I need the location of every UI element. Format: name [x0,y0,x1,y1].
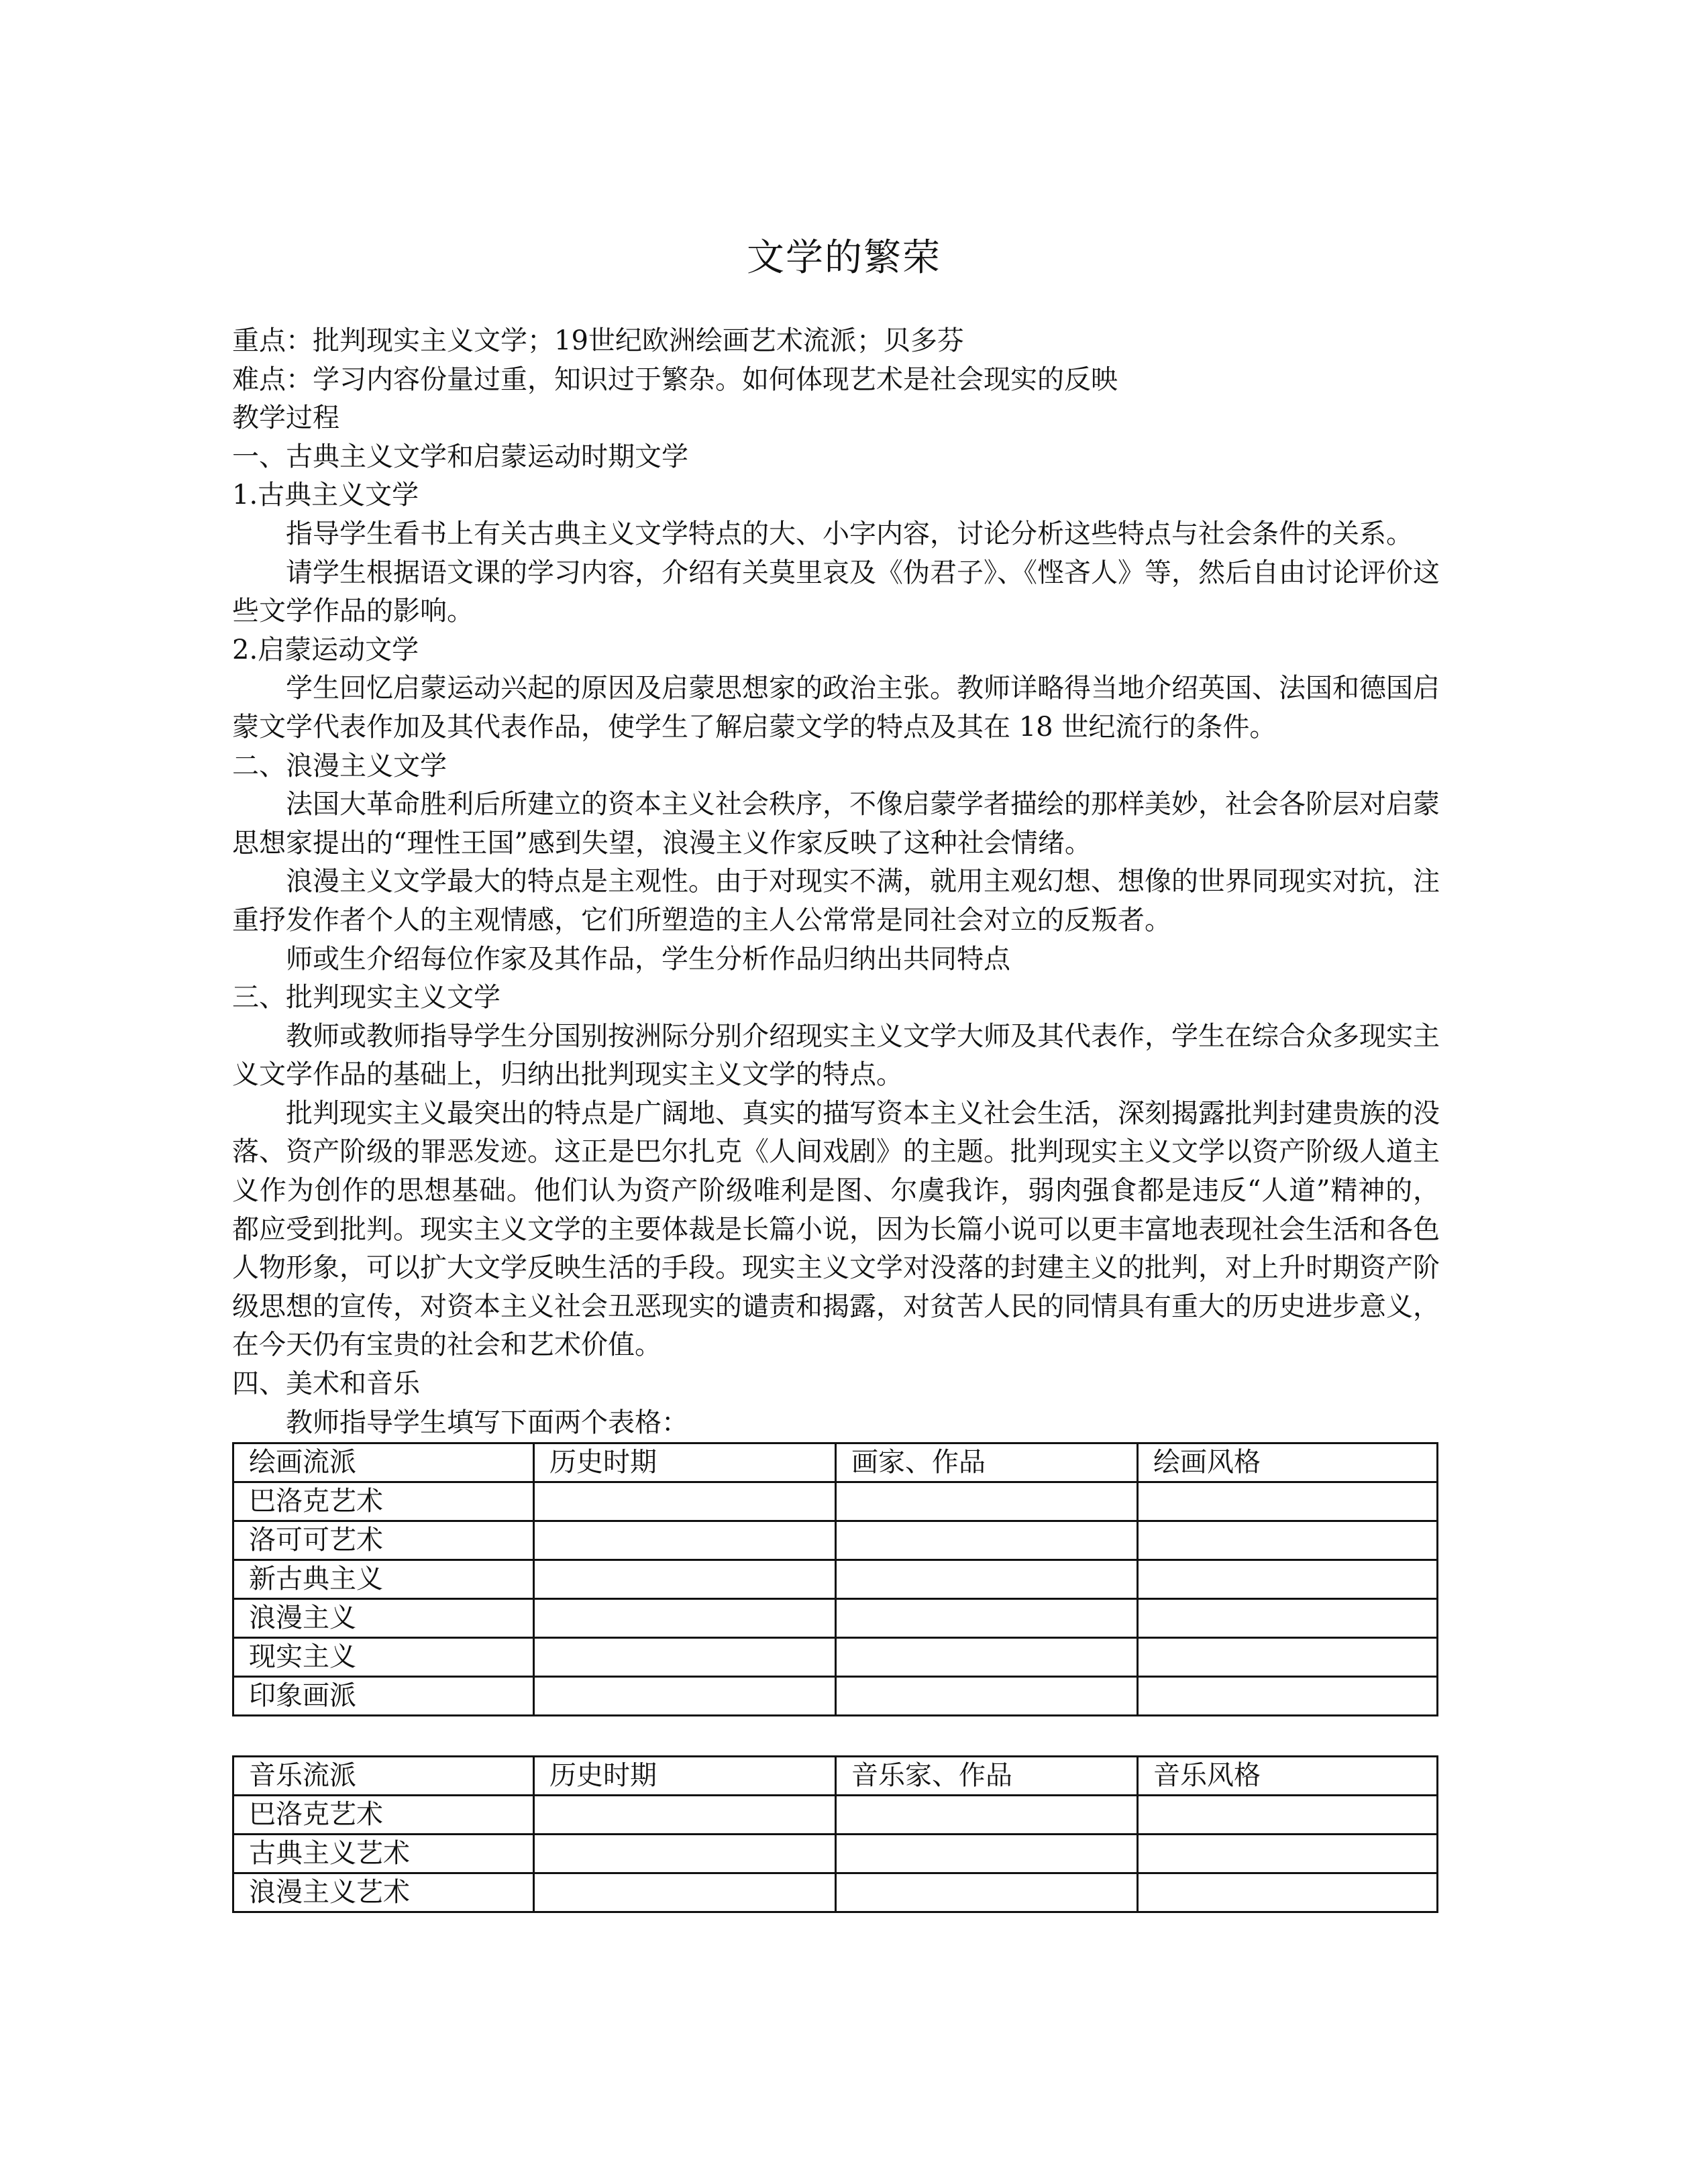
body-paragraph: 教师或教师指导学生分国别按洲际分别介绍现实主义文学大师及其代表作，学生在综合众多现实主义文学作品的基础上，归纳出批判现实主义文学的特点。 [232,1020,1440,1091]
table-row [233,1835,1438,1873]
painting-blank-cell[interactable] [534,1599,836,1638]
document-body [232,322,1440,1913]
table-row [233,1796,1438,1835]
music-blank-cell[interactable] [534,1873,836,1912]
painting-school-cell: 浪漫主义 [233,1599,534,1638]
painting-blank-cell[interactable] [1138,1638,1438,1677]
painting-blank-cell[interactable] [836,1560,1138,1599]
music-header-row [233,1757,1438,1796]
music-header-cell: 音乐家、作品 [836,1757,1138,1796]
heading-line: 二、浪漫主义文学 [232,750,447,781]
painting-blank-cell[interactable] [534,1482,836,1521]
table-row [233,1677,1438,1716]
painting-blank-cell[interactable] [1138,1677,1438,1716]
painting-blank-cell[interactable] [836,1482,1138,1521]
music-header-cell: 音乐流派 [233,1757,534,1796]
heading-line: 教学过程 [232,402,339,434]
music-blank-cell[interactable] [836,1796,1138,1835]
painting-school-cell: 印象画派 [233,1677,534,1716]
painting-blank-cell[interactable] [534,1521,836,1560]
table-row [233,1873,1438,1912]
painting-header-cell: 画家、作品 [836,1443,1138,1482]
painting-school-cell: 现实主义 [233,1638,534,1677]
body-paragraph: 法国大革命胜利后所建立的资本主义社会秩序，不像启蒙学者描绘的那样美妙，社会各阶层对启蒙思想家提出的“理性王国”感到失望，浪漫主义作家反映了这种社会情绪。 [232,789,1440,859]
painting-school-cell: 洛可可艺术 [233,1521,534,1560]
table-row [233,1560,1438,1599]
heading-line: 四、美术和音乐 [232,1368,420,1400]
body-paragraph: 学生回忆启蒙运动兴起的原因及启蒙思想家的政治主张。教师详略得当地介绍英国、法国和德国启蒙文学代表作加及其代表作品，使学生了解启蒙文学的特点及其在 18 世纪流行的条件。 [232,673,1440,743]
table-row [233,1521,1438,1560]
body-paragraph: 师或生介绍每位作家及其作品，学生分析作品归纳出共同特点 [286,943,1010,975]
body-paragraph: 请学生根据语文课的学习内容，介绍有关莫里哀及《伪君子》、《悭吝人》等，然后自由讨论评价这些文学作品的影响。 [232,557,1440,627]
heading-line: 1.古典主义文学 [232,480,419,511]
painting-school-cell: 巴洛克艺术 [233,1482,534,1521]
painting-blank-cell[interactable] [836,1521,1138,1560]
painting-blank-cell[interactable] [534,1638,836,1677]
painting-school-cell: 新古典主义 [233,1560,534,1599]
music-blank-cell[interactable] [836,1835,1138,1873]
music-school-cell: 巴洛克艺术 [233,1796,534,1835]
body-paragraph: 批判现实主义最突出的特点是广阔地、真实的描写资本主义社会生活，深刻揭露批判封建贵族的没落、资产阶级的罪恶发迹。这正是巴尔扎克《人间戏剧》的主题。批判现实主义文学以资产阶级人道主义作为创作的思想基础。他们认为资产阶级唯利是图、尔虞我诈，弱肉强食都是违反“人道”精神的，都应受到批判。现实主义文学的主要体裁是长篇小说，因为长篇小说可以更丰富地表现社会生活和各色人物形象，可以扩大文学反映生活的手段。现实主义文学对没落的封建主义的批判，对上升时期资产阶级思想的宣传，对资本主义社会丑恶现实的谴责和揭露，对贫苦人民的同情具有重大的历史进步意义，在今天仍有宝贵的社会和艺术价值。 [232,1097,1440,1361]
painting-blank-cell[interactable] [836,1677,1138,1716]
painting-blank-cell[interactable] [1138,1560,1438,1599]
heading-line: 三、批判现实主义文学 [232,982,500,1014]
body-paragraph: 浪漫主义文学最大的特点是主观性。由于对现实不满，就用主观幻想、想像的世界同现实对抗，注重抒发作者个人的主观情感，它们所塑造的主人公常常是同社会对立的反叛者。 [232,866,1440,936]
painting-schools-table [232,1442,1438,1716]
table-row [233,1638,1438,1677]
body-paragraph: 指导学生看书上有关古典主义文学特点的大、小字内容，讨论分析这些特点与社会条件的关系。 [286,518,1413,549]
music-blank-cell[interactable] [1138,1835,1438,1873]
music-header-cell: 音乐风格 [1138,1757,1438,1796]
heading-line: 2.启蒙运动文学 [232,634,419,665]
painting-blank-cell[interactable] [1138,1521,1438,1560]
heading-line: 重点：批判现实主义文学；19世纪欧洲绘画艺术流派；贝多芬 [232,325,964,356]
painting-blank-cell[interactable] [1138,1599,1438,1638]
painting-header-cell: 绘画风格 [1138,1443,1438,1482]
music-blank-cell[interactable] [534,1796,836,1835]
music-blank-cell[interactable] [836,1873,1138,1912]
painting-blank-cell[interactable] [836,1638,1138,1677]
document-title: 文学的繁荣 [747,236,941,280]
music-blank-cell[interactable] [1138,1796,1438,1835]
painting-blank-cell[interactable] [836,1599,1138,1638]
table-row [233,1599,1438,1638]
painting-blank-cell[interactable] [534,1560,836,1599]
music-school-cell: 浪漫主义艺术 [233,1873,534,1912]
table-row [233,1482,1438,1521]
painting-header-cell: 绘画流派 [233,1443,534,1482]
heading-line: 难点：学习内容份量过重，知识过于繁杂。如何体现艺术是社会现实的反映 [232,364,1118,395]
music-schools-table [232,1755,1438,1913]
painting-blank-cell[interactable] [534,1677,836,1716]
music-blank-cell[interactable] [534,1835,836,1873]
heading-line: 一、古典主义文学和启蒙运动时期文学 [232,441,688,472]
music-header-cell: 历史时期 [534,1757,836,1796]
body-paragraph: 教师指导学生填写下面两个表格： [286,1407,688,1438]
painting-blank-cell[interactable] [1138,1482,1438,1521]
painting-header-cell: 历史时期 [534,1443,836,1482]
music-school-cell: 古典主义艺术 [233,1835,534,1873]
painting-header-row [233,1443,1438,1482]
paragraph-list [232,322,1440,1442]
music-blank-cell[interactable] [1138,1873,1438,1912]
